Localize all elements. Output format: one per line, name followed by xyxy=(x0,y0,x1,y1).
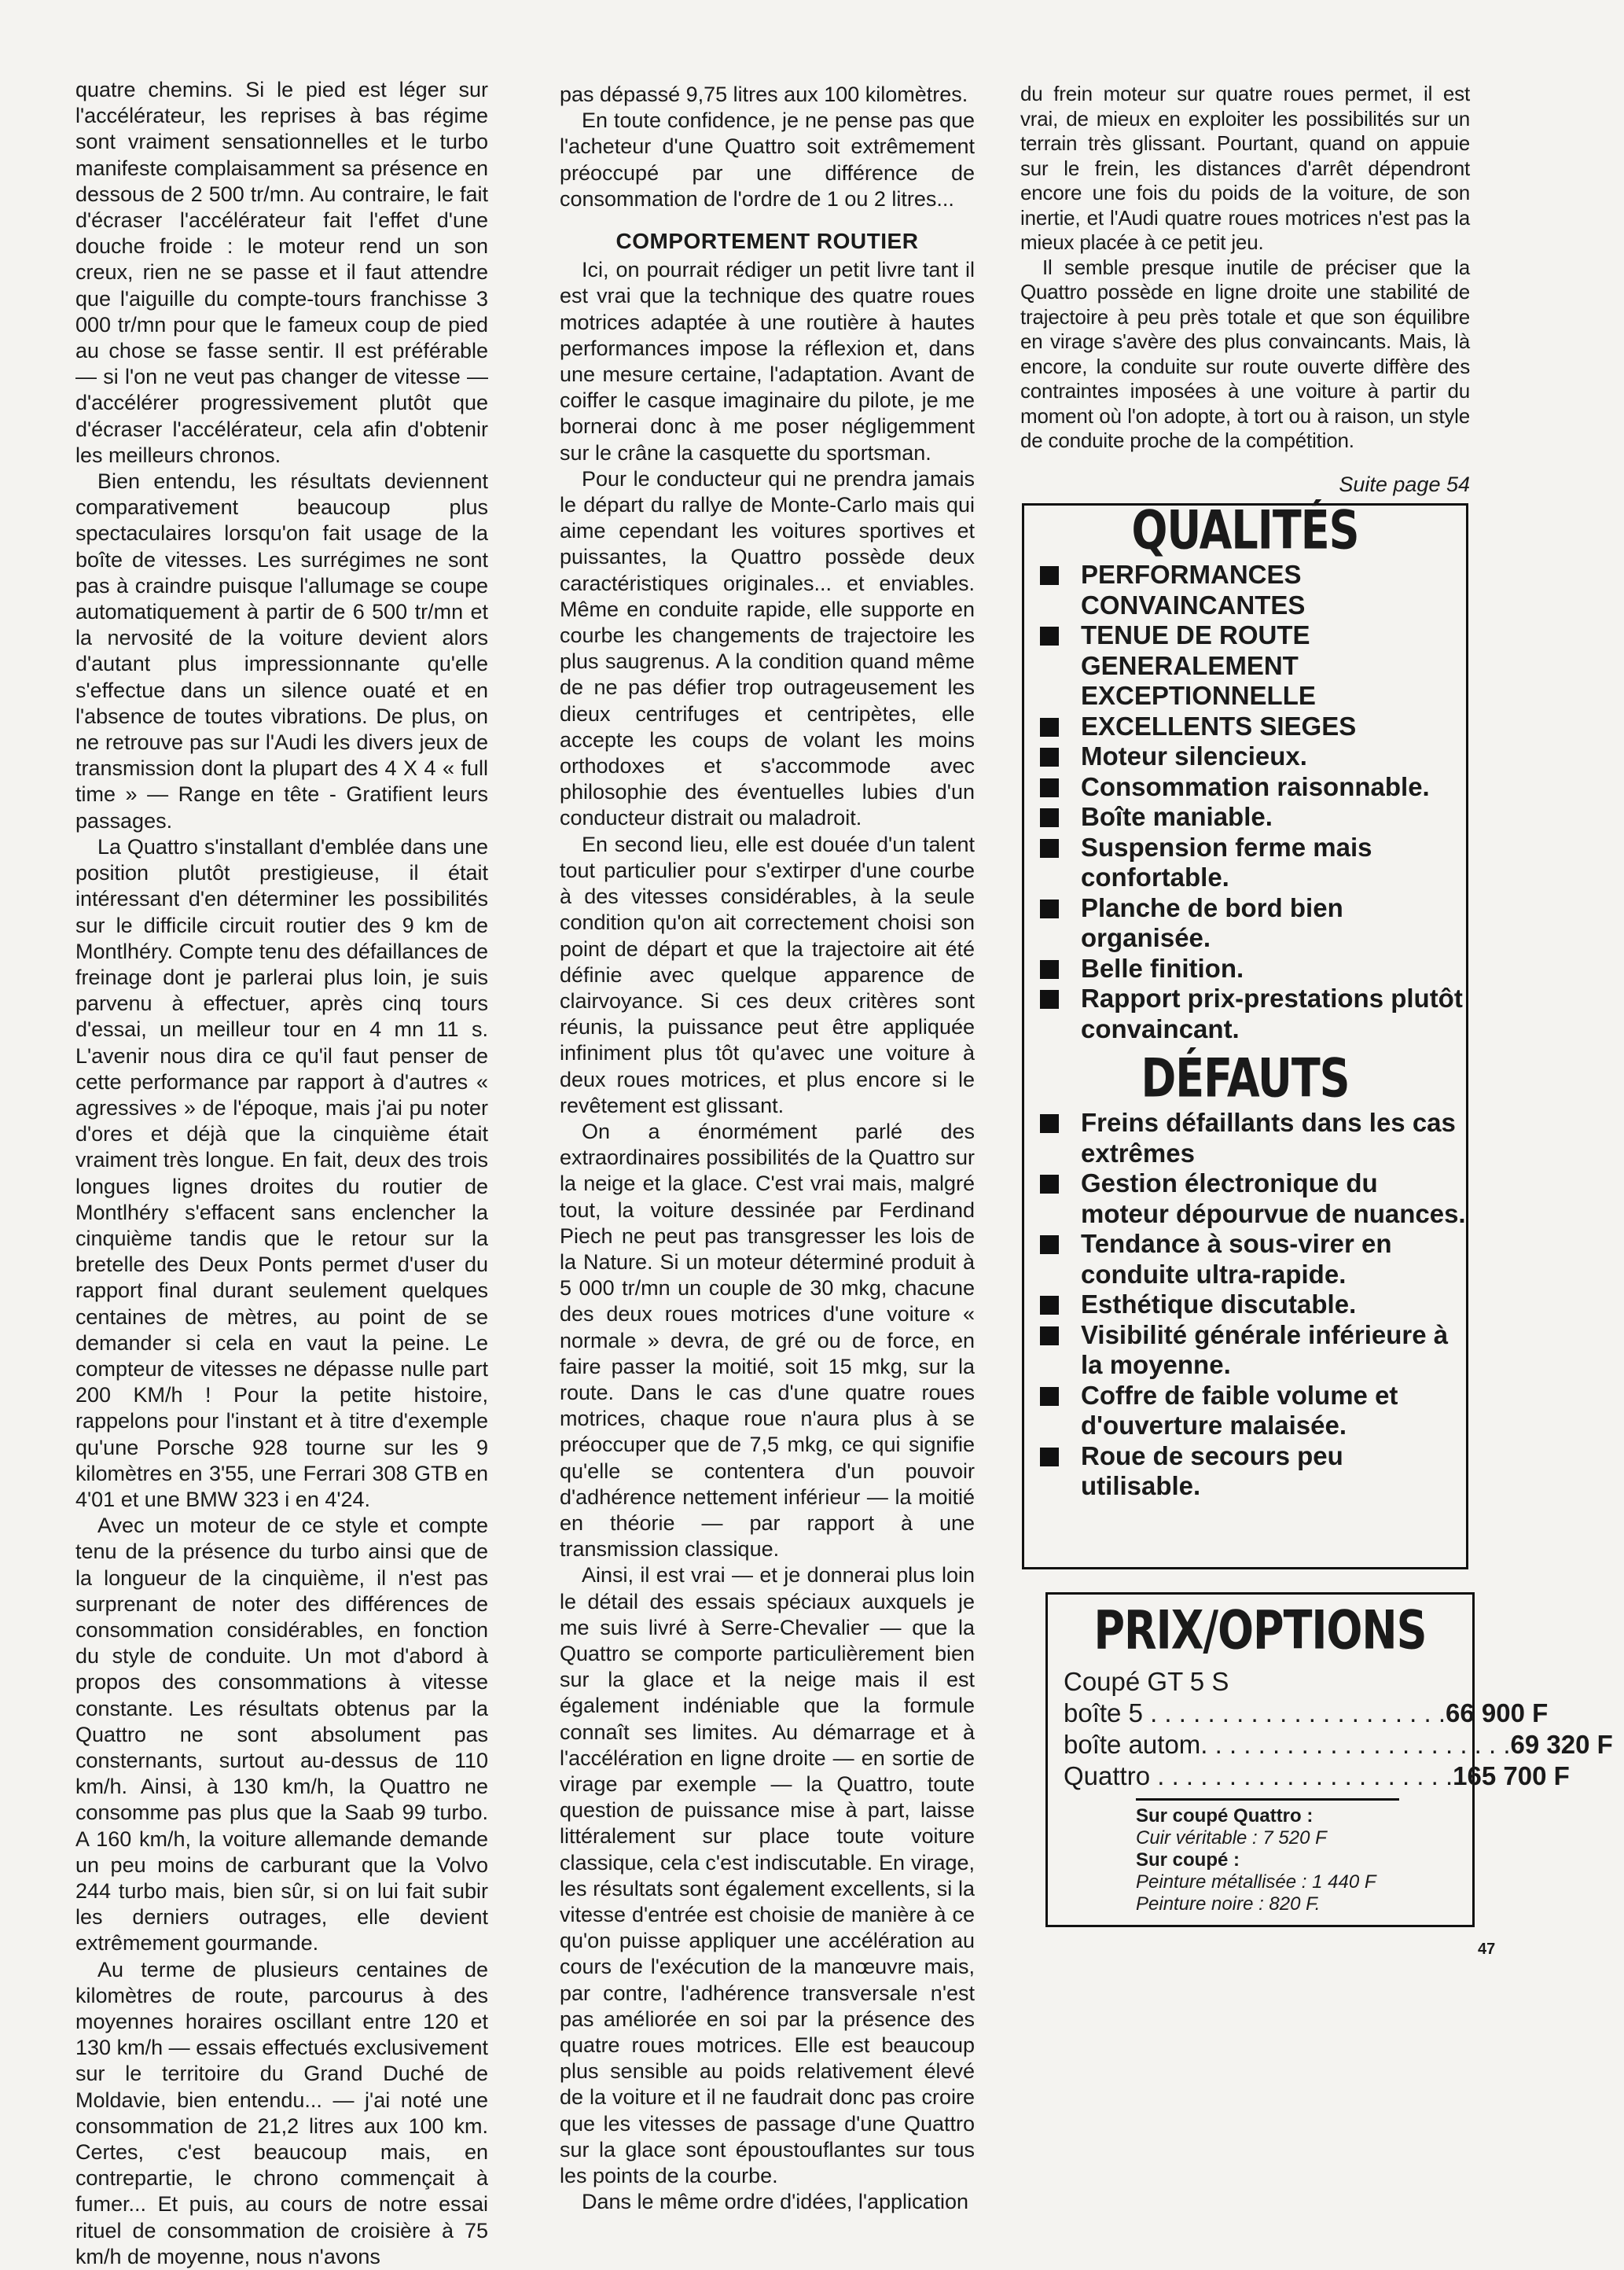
square-bullet-icon xyxy=(1040,778,1059,797)
list-item xyxy=(1040,893,1466,954)
item-text: Esthétique discutable. xyxy=(1081,1290,1357,1319)
square-bullet-icon xyxy=(1040,1448,1059,1466)
paragraph: pas dépassé 9,75 litres aux 100 kilomètres. xyxy=(560,83,968,106)
price-options-box xyxy=(1045,1592,1613,1927)
square-bullet-icon xyxy=(1040,1326,1059,1345)
square-bullet-icon xyxy=(1040,960,1059,979)
list-item xyxy=(1040,772,1466,803)
square-bullet-icon xyxy=(1040,1175,1059,1194)
list-item xyxy=(1040,1229,1466,1290)
list-item xyxy=(1040,833,1466,893)
column-1 xyxy=(75,77,488,2270)
item-text: Planche de bord bien organisée. xyxy=(1081,892,1343,952)
price-value: 66 900 F xyxy=(1446,1698,1549,1727)
paragraph: Dans le même ordre d'idées, l'application xyxy=(582,2190,969,2214)
list-item xyxy=(1040,1441,1466,1502)
paragraph: Bien entendu, les résultats deviennent comparativement beaucoup plus spectaculaires lorsqu'on fait usage de la boîte de vitesses. Les surrégimes ne sont pas à craindre puisque l'allumage se coupe automatiquement à partir de 6 500 tr/mn et la nervosité de la voiture devient alors d'autant plus impressionnante qu'elle s'effectue dans un silence ouaté et en l'absence de toutes vibrations. De plus, on ne retrouve pas sur l'Audi les divers jeux de transmission dont la plupart des 4 X 4 « full time » — Range en tête - Gratifient leurs passages. xyxy=(75,469,488,833)
defects-list xyxy=(1024,1108,1466,1502)
item-text: Coffre de faible volume et d'ouverture malaisée. xyxy=(1081,1380,1398,1440)
paragraph: Ainsi, il est vrai — et je donnerai plus loin le détail des essais spéciaux auxquels je me suis livré à Serre-Chevalier — que la Quattro se comporte particulièrement bien sur la glace et la neige mais il est également indéniable que la formule connaît ses limites. Au démarrage et à l'accélération en ligne droite — en sortie de virage par exemple — la Quattro, toute question de puissance mise à part, laisse littéralement sur place toute voiture classique, cela c'est indiscutable. En virage, les résultats sont également excellents, si la vitesse d'entrée est choisie de manière à ce qu'on puisse appliquer une accélération au cours de l'exécution de la manœuvre mais, par contre, l'adhérence transversale n'est pas améliorée en soi par la présence des quatre roues motrices. Elle est beaucoup plus sensible au poids relativement élevé de la voiture et il ne faudrait donc pas croire que les vitesses de passage d'une Quattro sur la glace sont époustouflantes sur tous les points de la courbe. xyxy=(560,1563,975,2188)
section-heading: COMPORTEMENT ROUTIER xyxy=(615,229,919,254)
defects-title: DÉFAUTS xyxy=(1141,1047,1350,1109)
list-item xyxy=(1040,560,1466,620)
square-bullet-icon xyxy=(1040,1114,1059,1133)
paragraph: du frein moteur sur quatre roues permet, il est vrai, de mieux en exploiter les possibilités sur un terrain très glissant. Pourtant, quand on appuie sur le frein, les distances d'arrêt dépendront encore une fois du poids de la voiture, de son inertie, et l'Audi quatre roues motrices n'est pas la mieux placée à ce petit jeu. xyxy=(1020,82,1470,254)
price-label: Quattro xyxy=(1064,1761,1151,1790)
list-item xyxy=(1040,1168,1466,1229)
continued-note: Suite page 54 xyxy=(1020,472,1470,497)
item-text: Consommation raisonnable. xyxy=(1081,771,1430,801)
paragraph: En second lieu, elle est douée d'un talent tout particulier pour s'extirper d'une courbe à des vitesses considérables, à la seule condition qu'on ait correctement choisi son point de départ et que la trajectoire ait été définie avec quelque apparence de clairvoyance. Si ces deux critères sont réunis, la puissance peut être appliquée infiniment plus tôt qu'avec une voiture à deux roues motrices, et plus encore si le revêtement est glissant. xyxy=(560,832,975,1117)
price-title: PRIX/OPTIONS xyxy=(1093,1599,1427,1661)
option-line: Peinture noire : 820 F. xyxy=(1136,1893,1321,1915)
dot-leader: . . . . . . . . . . . . . . . . . . . . . xyxy=(1150,1761,1453,1790)
list-item xyxy=(1040,954,1466,984)
item-text: Moteur silencieux. xyxy=(1081,741,1307,771)
option-line: Cuir véritable : 7 520 F xyxy=(1136,1827,1327,1849)
item-text: Boîte maniable. xyxy=(1081,802,1273,831)
price-value: 69 320 F xyxy=(1510,1730,1613,1759)
paragraph: quatre chemins. Si le pied est léger sur l'accélérateur, les reprises à bas régime sont vraiment sensationnelles et le turbo manifeste complaisamment sa présence en dessous de 2 500 tr/mn. Au contraire, le fait d'écraser l'accélérateur fait l'effet d'une douche froide : le moteur rend un son creux, rien ne se passe et il faut attendre que l'aiguille du compte-tours franchisse 3 000 tr/mn pour que le fameux coup de pied au chose se fasse sentir. Il est préférable — si l'on ne veut pas changer de vitesse — d'accélérer progressivement plutôt que d'écraser l'accélérateur, cela afin d'obtenir les meilleurs chronos. xyxy=(75,78,488,467)
square-bullet-icon xyxy=(1040,627,1059,646)
paragraph: Avec un moteur de ce style et compte tenu de la présence du turbo ainsi que de la longueur de la cinquième, il n'est pas surprenant de noter des différences de consommation considérables, en fonction du style de conduite. Un mot d'abord à propos des consommations à vitesse constante. Les résultats obtenus par la Quattro ne sont absolument pas consternants, surtout au-dessus de 110 km/h. Ainsi, à 130 km/h, la Quattro ne consomme pas plus que la Saab 99 turbo. A 160 km/h, la voiture allemande demande un peu moins de carburant que la Volvo 244 turbo mais, bien sûr, si on lui fait subir les derniers outrages, elle devient extrêmement gourmande. xyxy=(75,1514,488,1955)
list-item xyxy=(1040,1381,1466,1441)
square-bullet-icon xyxy=(1040,1296,1059,1315)
item-text: Suspension ferme mais confortable. xyxy=(1081,832,1372,892)
item-text: Visibilité générale inférieure à la moyenne. xyxy=(1081,1319,1449,1379)
item-text: TENUE DE ROUTE GENERALEMENT EXCEPTIONNELLE xyxy=(1081,620,1316,710)
square-bullet-icon xyxy=(1040,1387,1059,1406)
item-text: PERFORMANCES CONVAINCANTES xyxy=(1081,560,1306,620)
price-value: 165 700 F xyxy=(1453,1761,1570,1790)
square-bullet-icon xyxy=(1040,990,1059,1009)
paragraph: La Quattro s'installant d'emblée dans une position plutôt prestigieuse, il était intéressant d'en déterminer les possibilités sur le difficile circuit routier des 9 km de Montlhéry. Compte tenu des défaillances de freinage dont je parlerai plus loin, je suis parvenu à effectuer, après cinq tours d'essai, un meilleur tour en 4 mn 11 s. L'avenir nous dira ce qu'il faut penser de cette performance par rapport à d'autres « agressives » de l'époque, mais j'ai pu noter d'ores et déjà que la cinquième était vraiment très longue. En fait, deux des trois longues lignes droites du routier de Montlhéry s'effacent sans enclencher la cinquième tandis que le retour sur la bretelle des Deux Ponts permet d'user du rapport final durant seulement quelques centaines de mètres, au point de se demander si cela en vaut la peine. Le compteur de vitesses ne dépasse nulle part 200 KM/h ! Pour la petite histoire, rappelons pour l'instant et à titre d'exemple qu'une Porsche 928 tourne sur les 9 kilomètres en 3'55, une Ferrari 308 GTB en 4'01 et une BMW 323 i en 4'24. xyxy=(75,834,488,1511)
list-item xyxy=(1040,712,1466,742)
square-bullet-icon xyxy=(1040,566,1059,585)
square-bullet-icon xyxy=(1040,1235,1059,1254)
qualities-list xyxy=(1024,560,1466,1044)
paragraph: Ici, on pourrait rédiger un petit livre tant il est vrai que la technique des quatre roues motrices adaptée à une routière à hautes performances impose la réflexion et, dans une mesure certaine, l'adaptation. Avant de coiffer le casque imaginaire du pilote, je me bornerai donc à me poser négligemment sur le crâne la casquette du sportsman. xyxy=(560,258,975,465)
list-item xyxy=(1040,1290,1466,1320)
square-bullet-icon xyxy=(1040,900,1059,918)
item-text: Tendance à sous-virer en conduite ultra-rapide. xyxy=(1081,1229,1392,1289)
model-name: Coupé GT 5 S xyxy=(1064,1667,1229,1696)
list-item xyxy=(1040,1108,1466,1168)
qualities-title: QUALITÉS xyxy=(1131,499,1359,561)
square-bullet-icon xyxy=(1040,718,1059,737)
column-3 xyxy=(1020,82,1470,454)
list-item xyxy=(1040,802,1466,833)
price-label: boîte autom. xyxy=(1064,1730,1208,1759)
qualities-defects-box xyxy=(1022,499,1468,1569)
option-line: Sur coupé : xyxy=(1136,1849,1240,1871)
item-text: Belle finition. xyxy=(1081,953,1244,983)
page-number: 47 xyxy=(1478,1941,1496,1958)
item-text: Rapport prix-prestations plutôt convaincant. xyxy=(1081,984,1463,1043)
square-bullet-icon xyxy=(1040,839,1059,858)
paragraph: Il semble presque inutile de préciser que la Quattro possède en ligne droite une stabilité de trajectoire à peu près totale et que son équilibre en virage s'avère des plus convaincants. Mais, là encore, la conduite sur route ouverte diffère des contraintes imposées à une voiture à partir du moment où l'on adopte, à tort ou à raison, un style de conduite proche de la compétition. xyxy=(1020,255,1470,452)
option-line: Sur coupé Quattro : xyxy=(1136,1805,1314,1827)
price-row xyxy=(1064,1760,1570,1792)
item-text: EXCELLENTS SIEGES xyxy=(1081,711,1357,741)
options-list xyxy=(1136,1805,1472,1915)
square-bullet-icon xyxy=(1040,748,1059,767)
dot-leader: . . . . . . . . . . . . . . . . . . . . . xyxy=(1142,1698,1446,1727)
item-text: Freins défaillants dans les cas extrêmes xyxy=(1081,1108,1456,1168)
price-row xyxy=(1064,1729,1613,1760)
dot-leader: . . . . . . . . . . . . . . . . . . . . . xyxy=(1207,1730,1511,1759)
divider xyxy=(1136,1798,1399,1801)
option-line: Peinture métallisée : 1 440 F xyxy=(1136,1871,1376,1893)
paragraph: Au terme de plusieurs centaines de kilomètres de route, parcourus à des moyennes horaires oscillant entre 120 et 130 km/h — essais effectués exclusivement sur le territoire du Grand Duché de Moldavie, bien entendu... — j'ai noté une consommation de 21,2 litres aux 100 km. Certes, c'est beaucoup mais, en contrepartie, le chrono commençait à fumer... Et puis, au cours de notre essai rituel de consommation de croisière à 75 km/h de moyenne, nous n'avons xyxy=(75,1957,488,2268)
square-bullet-icon xyxy=(1040,808,1059,827)
list-item xyxy=(1040,620,1466,712)
paragraph: On a énormément parlé des extraordinaires possibilités de la Quattro sur la neige et la glace. C'est vrai mais, malgré tout, la voiture dessinée par Ferdinand Piech ne peut pas transgresser les lois de la Nature. Si un moteur déterminé produit à 5 000 tr/mn un couple de 30 mkg, chacune des deux roues motrices d'une voiture « normale » devra, de gré ou de force, en faire passer la moitié, soit 15 mkg, sur la route. Dans le cas d'une quatre roues motrices, chaque roue n'aura plus à se préoccuper que de 7,5 mkg, ce qui signifie qu'elle se contentera d'un pouvoir d'adhérence nettement inférieur — la moitié en théorie — par rapport à une transmission classique. xyxy=(560,1119,975,1562)
column-2 xyxy=(560,82,975,2215)
paragraph: Pour le conducteur qui ne prendra jamais le départ du rallye de Monte-Carlo mais qui aime cependant les voitures sportives et puissantes, la Quattro possède deux caractéristiques originales... et enviables. Même en conduite rapide, elle supporte en courbe les changements de trajectoire les plus saugrenus. A la condition quand même de ne pas défier trop outrageusement les dieux centrifuges et centripètes, elle accepte les coups de volant les moins orthodoxes et s'accommode avec philosophie des éventuelles lubies d'un conducteur distrait ou maladroit. xyxy=(560,466,975,830)
paragraph: En toute confidence, je ne pense pas que l'acheteur d'une Quattro soit extrêmement préoccupé par une différence de consommation de l'ordre de 1 ou 2 litres... xyxy=(560,109,975,211)
item-text: Gestion électronique du moteur dépourvue de nuances. xyxy=(1081,1168,1466,1228)
list-item xyxy=(1040,741,1466,772)
item-text: Roue de secours peu utilisable. xyxy=(1081,1440,1343,1500)
list-item xyxy=(1040,984,1466,1044)
price-row xyxy=(1064,1698,1549,1729)
price-label: boîte 5 xyxy=(1064,1698,1143,1727)
list-item xyxy=(1040,1320,1466,1381)
